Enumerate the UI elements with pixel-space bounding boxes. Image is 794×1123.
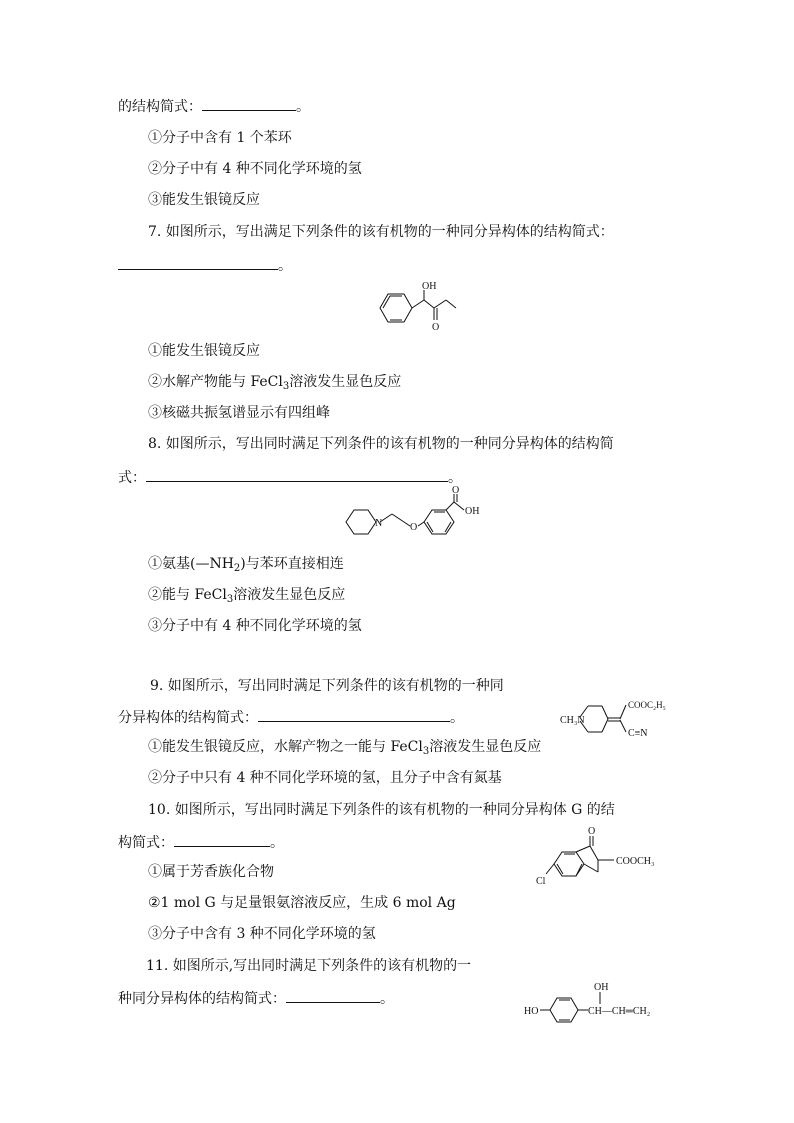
q10-condition-1: ①属于芳香族化合物 <box>148 864 274 880</box>
q7-condition-1: ①能发生银镜反应 <box>148 343 260 359</box>
q7-o-label: O <box>432 322 440 333</box>
q9-molecule-diagram <box>560 696 680 742</box>
q8-stem: 8. 如图所示，写出同时满足下列条件的该有机物的一种同分异构体的结构简 <box>148 436 614 452</box>
q9-ester-label: COOC₂H₅ <box>628 700 666 710</box>
q9-prefix: 分异构体的结构简式： <box>118 710 258 726</box>
q8-cond2-sub: 3 <box>226 594 234 605</box>
q11-prefix: 种同分异构体的结构简式： <box>118 991 286 1007</box>
q10-o-label: O <box>588 826 596 837</box>
q10-condition-3: ③分子中含有 3 种不同化学环境的氢 <box>148 926 376 942</box>
q11-answer-line <box>118 988 394 1009</box>
q8-condition-2 <box>148 585 345 605</box>
q10-answer-line <box>118 832 284 853</box>
q6-condition-1: ①分子中含有 1 个苯环 <box>148 130 292 146</box>
q8-cond2-post: 溶液发生显色反应 <box>233 587 346 603</box>
q6-answer-line <box>118 96 310 117</box>
q7-answer-line <box>118 255 292 276</box>
q7-condition-3: ③核磁共振氢谱显示有四组峰 <box>148 405 330 421</box>
q9-suffix: 。 <box>450 710 464 726</box>
q9-answer-blank[interactable] <box>258 707 450 722</box>
q7-cond2-post: 溶液发生显色反应 <box>289 374 402 390</box>
q7-suffix: 。 <box>278 258 292 274</box>
q7-cond2-sub: 3 <box>282 381 290 392</box>
q6-answer-blank[interactable] <box>202 96 296 111</box>
q6-suffix: 。 <box>296 99 310 115</box>
q9-condition-2: ②分子中只有 4 种不同化学环境的氢，且分子中含有氮基 <box>148 770 502 786</box>
q8-carbonyl-o-label: O <box>452 485 460 496</box>
q8-answer-line <box>118 467 462 488</box>
q10-ester-label: COOCH₃ <box>616 856 655 867</box>
q9-cond1-pre: ①能发生银镜反应，水解产物之一能与 FeCl <box>148 739 423 755</box>
q10-molecule-diagram <box>532 826 682 888</box>
q7-molecule-diagram <box>372 280 482 336</box>
q7-stem: 7. 如图所示，写出满足下列条件的该有机物的一种同分异构体的结构简式： <box>148 224 614 240</box>
q10-suffix: 。 <box>270 835 284 851</box>
q9-ch3n-label: CH₃N <box>560 715 585 726</box>
q8-cond1-sub: 2 <box>233 563 241 574</box>
q10-stem: 10. 如图所示，写出同时满足下列条件的该有机物的一种同分异构体 G 的结 <box>148 802 615 818</box>
q11-answer-blank[interactable] <box>286 988 380 1003</box>
q7-oh-label: OH <box>422 281 437 292</box>
q9-cn-label: C≡N <box>628 728 648 739</box>
q10-condition-2: ②1 mol G 与足量银氨溶液反应，生成 6 mol Ag <box>148 895 456 911</box>
q8-cond1-pre: ①氨基(—NH <box>148 556 234 572</box>
q8-condition-3: ③分子中有 4 种不同化学环境的氢 <box>148 618 362 634</box>
q7-condition-2 <box>148 372 401 392</box>
q8-condition-1 <box>148 554 344 574</box>
q6-prefix: 的结构简式： <box>118 99 202 115</box>
q8-cond1-post: )与苯环直接相连 <box>240 556 344 572</box>
q8-n-label: N <box>375 518 383 529</box>
q11-oh-label: OH <box>594 982 609 993</box>
q9-condition-1 <box>148 737 541 757</box>
q7-answer-blank[interactable] <box>118 255 278 270</box>
q6-condition-3: ③能发生银镜反应 <box>148 192 260 208</box>
q8-suffix: 。 <box>448 470 462 486</box>
q8-o-label: O <box>410 522 418 533</box>
q7-cond2-pre: ②水解产物能与 FeCl <box>148 374 283 390</box>
q10-answer-blank[interactable] <box>174 832 270 847</box>
q11-chain-label: CH—CH═CH₂ <box>588 1006 651 1017</box>
q10-prefix: 构简式： <box>118 835 174 851</box>
q6-condition-2: ②分子中有 4 种不同化学环境的氢 <box>148 161 362 177</box>
q11-suffix: 。 <box>380 991 394 1007</box>
q9-cond1-post: 溶液发生显色反应 <box>429 739 542 755</box>
q11-ho-label: HO <box>524 1006 539 1017</box>
q9-answer-line <box>118 707 464 728</box>
q8-prefix: 式： <box>118 470 146 486</box>
q9-stem: 9. 如图所示，写出同时满足下列条件的该有机物的一种同 <box>150 678 504 694</box>
q11-molecule-diagram <box>522 980 682 1024</box>
q8-molecule-diagram <box>340 485 490 542</box>
q8-oh-label: OH <box>465 506 480 517</box>
q10-cl-label: Cl <box>536 876 546 887</box>
q8-answer-blank[interactable] <box>146 467 448 482</box>
q9-cond1-sub: 3 <box>422 746 430 757</box>
q8-cond2-pre: ②能与 FeCl <box>148 587 227 603</box>
q11-stem: 11. 如图所示,写出同时满足下列条件的该有机物的一 <box>146 958 472 974</box>
